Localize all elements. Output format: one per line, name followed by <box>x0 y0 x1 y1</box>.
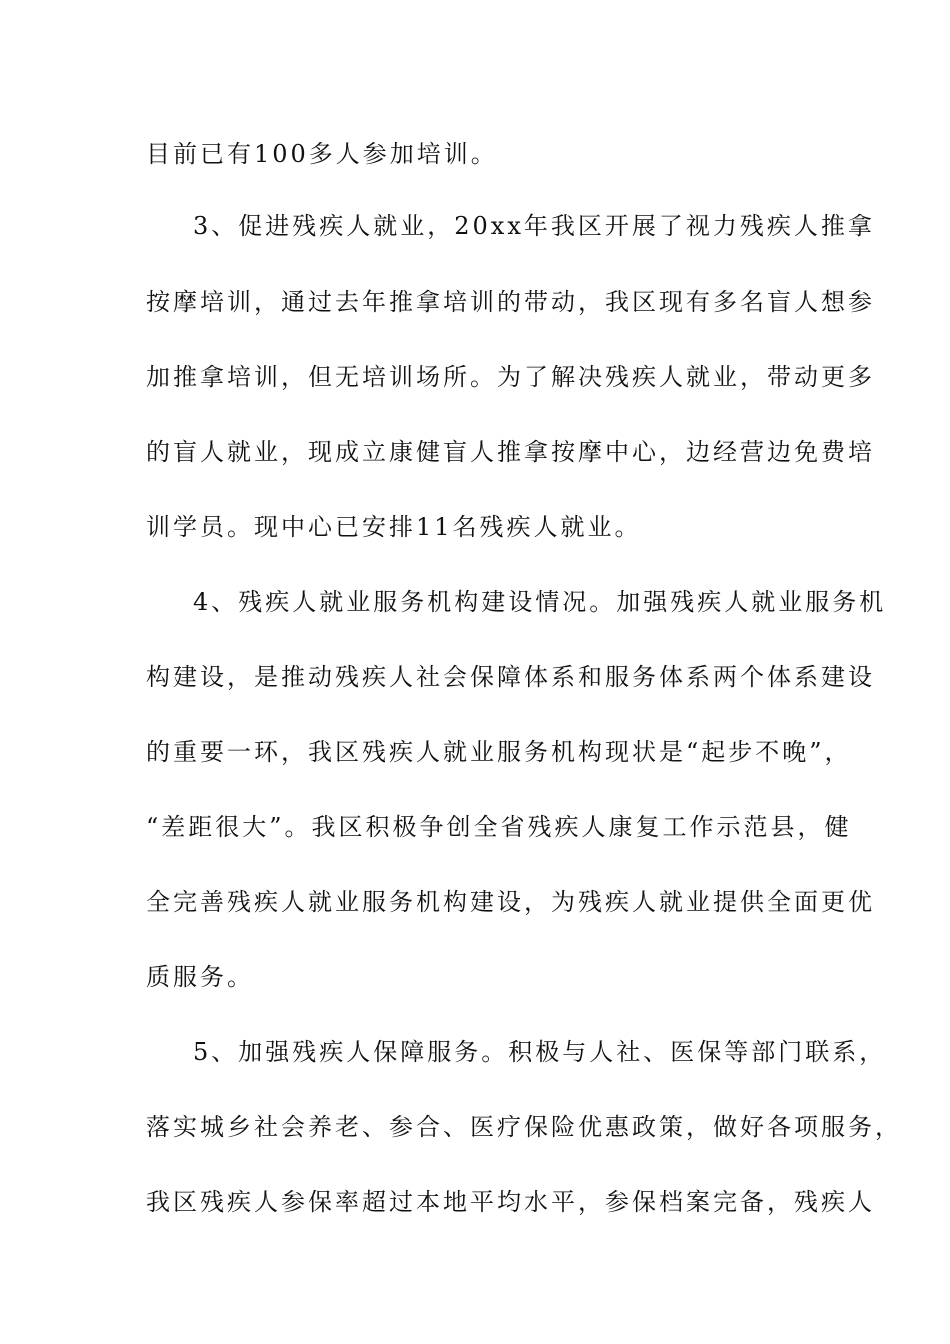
text-line: 全完善残疾人就业服务机构建设，为残疾人就业提供全面更优 <box>146 888 875 916</box>
text-line: 的重要一环，我区残疾人就业服务机构现状是“起步不晚”， <box>146 738 852 766</box>
text-line: 构建设，是推动残疾人社会保障体系和服务体系两个体系建设 <box>146 663 875 691</box>
text-line: 的盲人就业，现成立康健盲人推拿按摩中心，边经营边免费培 <box>146 438 875 466</box>
text-line: 训学员。现中心已安排11名残疾人就业。 <box>146 513 642 541</box>
paragraph-4-start: 4、残疾人就业服务机构建设情况。加强残疾人就业服务机 <box>193 588 887 616</box>
paragraph-3-start: 3、促进残疾人就业，20xx年我区开展了视力残疾人推拿 <box>193 212 875 240</box>
text-line: 质服务。 <box>146 963 254 991</box>
text-line: 落实城乡社会养老、参合、医疗保险优惠政策，做好各项服务， <box>146 1113 902 1141</box>
text-line: 目前已有100多人参加培训。 <box>146 140 498 168</box>
text-line: 按摩培训，通过去年推拿培训的带动，我区现有多名盲人想参 <box>146 288 875 316</box>
paragraph-5-start: 5、加强残疾人保障服务。积极与人社、医保等部门联系， <box>193 1038 887 1066</box>
text-line: “差距很大”。我区积极争创全省残疾人康复工作示范县，健 <box>146 813 852 841</box>
text-line: 我区残疾人参保率超过本地平均水平，参保档案完备，残疾人 <box>146 1188 875 1216</box>
text-line: 加推拿培训，但无培训场所。为了解决残疾人就业，带动更多 <box>146 363 875 391</box>
